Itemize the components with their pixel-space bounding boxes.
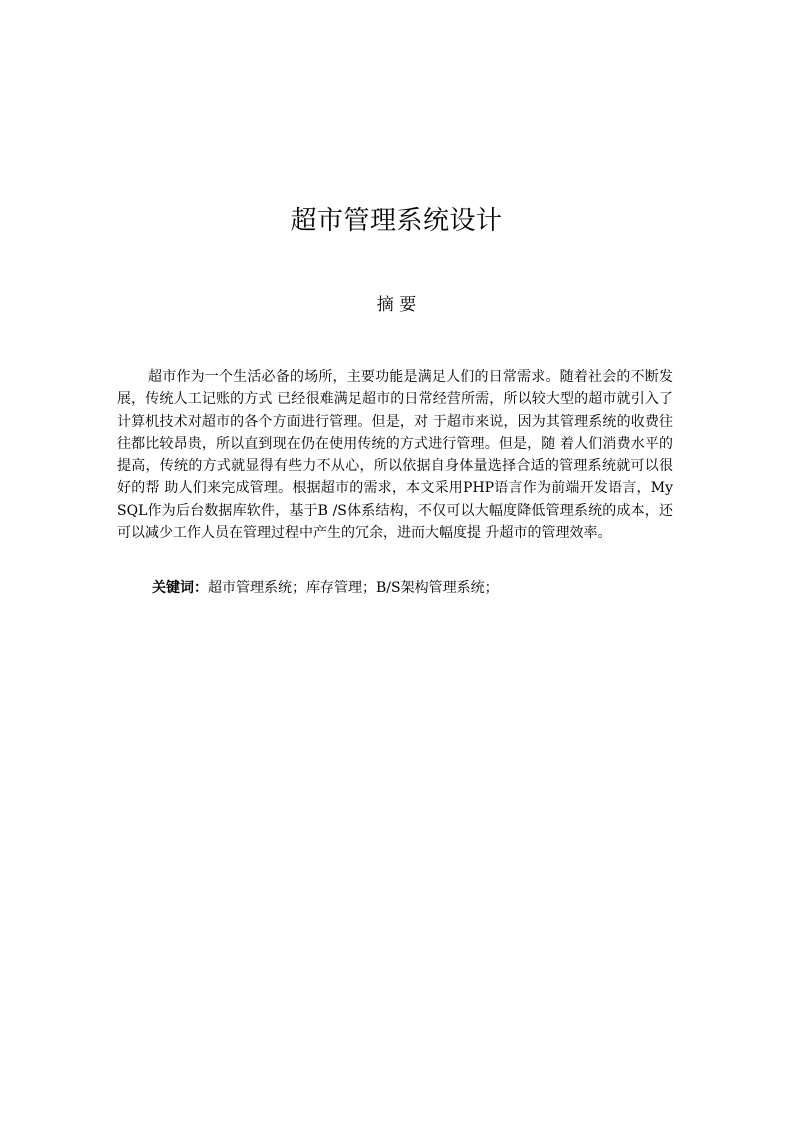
- abstract-heading: 摘 要: [376, 295, 417, 315]
- keywords-line: [152, 577, 692, 599]
- document-title: 超市管理系统设计: [290, 206, 503, 236]
- abstract-paragraph: 超市作为一个生活必备的场所，主要功能是满足人们的日常需求。随着社会的不断发展，传统人工记账的方式 已经很难满足超市的日常经营所需，所以较大型的超市就引入了计算机技术对超市的各个方面进行管理。但是，对 于超市来说，因为其管理系统的收费往往都比较昂贵，所以直到现在仍在使用传统的方式进行管理。但是，随 着人们消费水平的提高，传统的方式就显得有些力不从心，所以依据自身体量选择合适的管理系统就可以很好的帮 助人们来完成管理。根据超市的需求，本文采用PHP语言作为前端开发语言，MySQL作为后台数据库软件，基于B /S体系结构，不仅可以大幅度降低管理系统的成本，还可以减少工作人员在管理过程中产生的冗余，进而大幅度提 升超市的管理效率。: [117, 369, 673, 542]
- keywords-text: 超市管理系统；库存管理；B/S架构管理系统；: [208, 580, 499, 596]
- keywords-label: 关键词：: [152, 580, 208, 596]
